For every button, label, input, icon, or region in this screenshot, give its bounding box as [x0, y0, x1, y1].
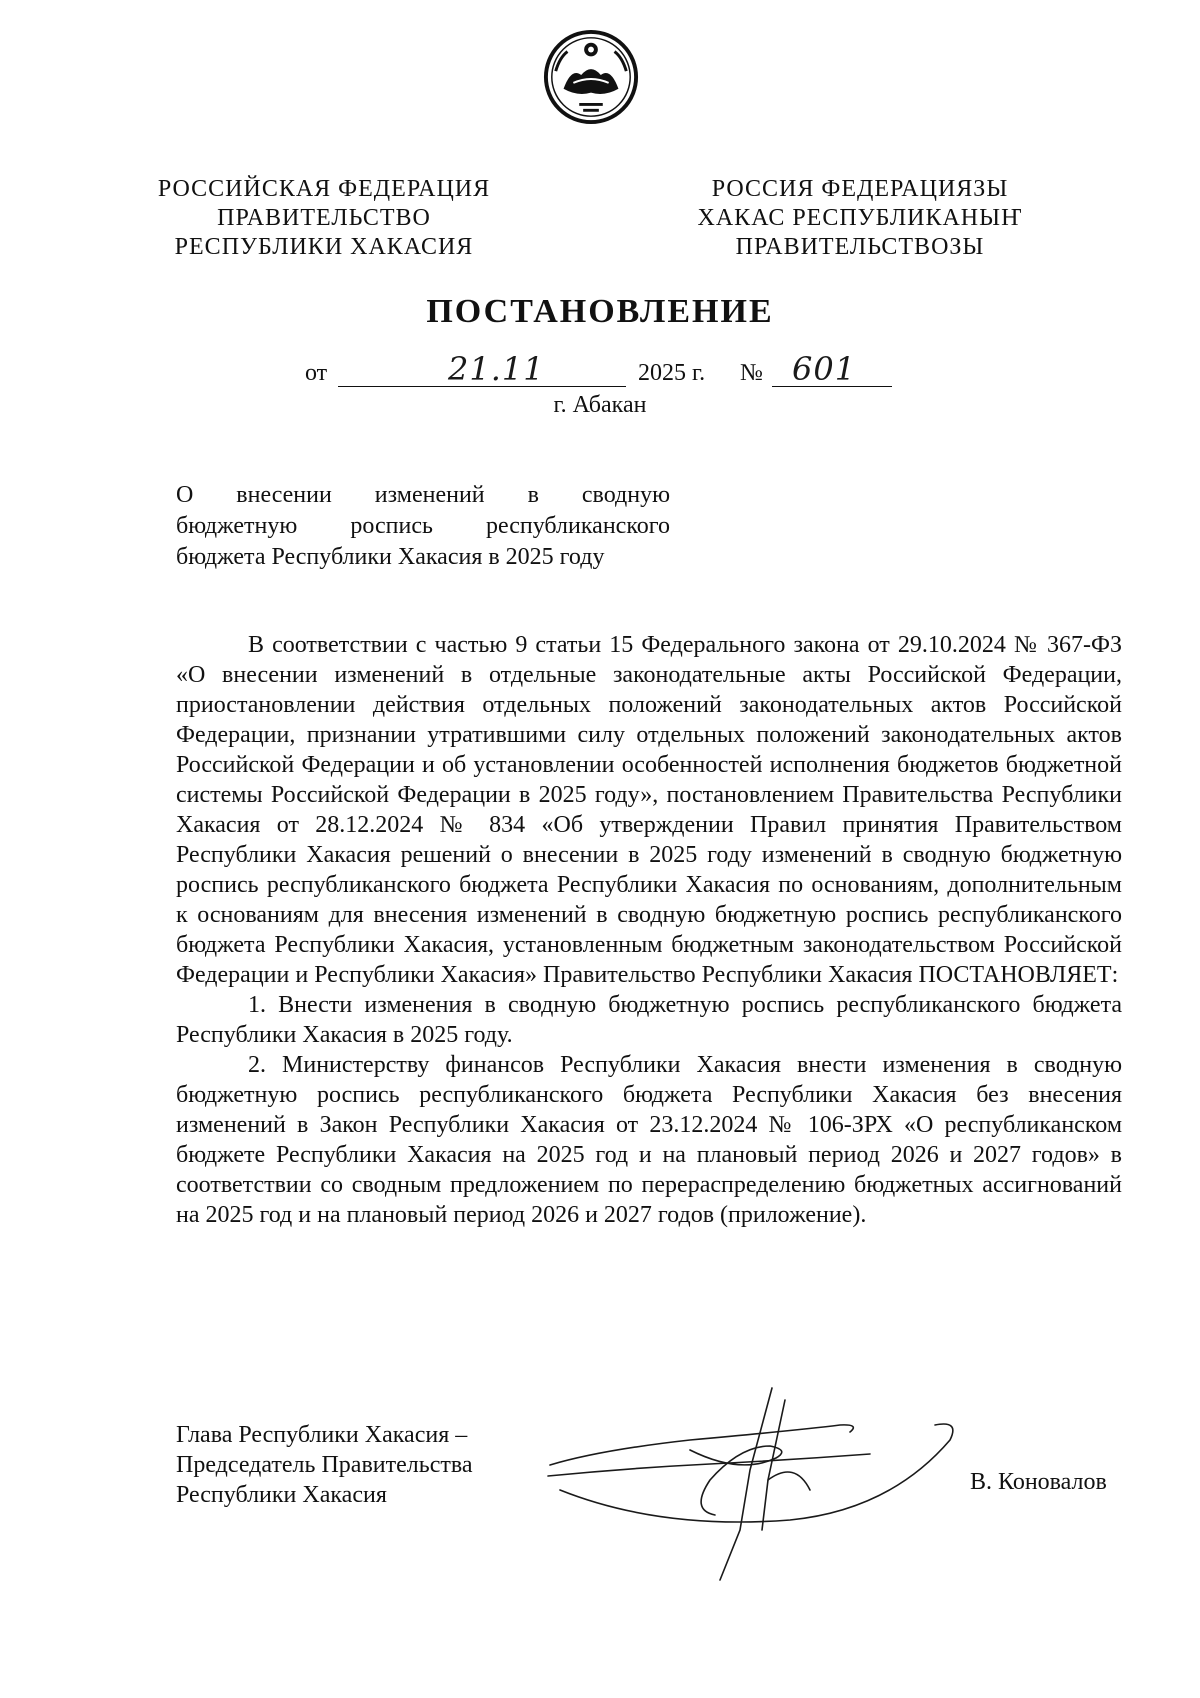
subject-line-2: бюджетную роспись республиканского	[176, 513, 670, 539]
document-body	[176, 630, 1122, 1230]
coat-of-arms-icon	[542, 28, 640, 126]
signatory-position-line-3: Республики Хакасия	[176, 1482, 387, 1508]
subject-line-1: О внесении изменений в сводную	[176, 482, 670, 508]
header-khakas	[690, 175, 1030, 262]
signatory-position-line-1: Глава Республики Хакасия –	[176, 1422, 468, 1448]
body-paragraph-preamble: В соответствии с частью 9 статьи 15 Федерального закона от 29.10.2024 № 367-ФЗ «О внесении изменений в отдельные законодательные акты Российской Федерации, приостановлении действия отдельных положений законодательных актов Российской Федерации, признании утратившими силу отдельных положений законодательных актов Российской Федерации и об установлении особенностей исполнения бюджетов бюджетной системы Российской Федерации в 2025 году», постановлением Правительства Республики Хакасия от 28.12.2024 № 834 «Об утверждении Правил принятия Правительством Республики Хакасия решений о внесении в 2025 году изменений в сводную бюджетную роспись республиканского бюджета Республики Хакасия по основаниям, дополнительным к основаниям для внесения изменений в сводную бюджетную роспись республиканского бюджета Республики Хакасия, установленным бюджетным законодательством Российской Федерации и Республики Хакасия» Правительство Республики Хакасия ПОСТАНОВЛЯЕТ:	[176, 632, 1122, 988]
signatory-position	[176, 1420, 473, 1510]
date-year: 2025 г.	[638, 360, 706, 386]
subject-line-3: бюджета Республики Хакасия в 2025 году	[176, 544, 605, 570]
header-right-line-1: РОССИЯ ФЕДЕРАЦИЯЗЫ	[711, 176, 1009, 202]
number-label: №	[740, 360, 763, 386]
header-right-line-3: ПРАВИТЕЛЬСТВОЗЫ	[735, 234, 985, 260]
header-left-line-1: РОССИЙСКАЯ ФЕДЕРАЦИЯ	[157, 176, 491, 202]
header-russian	[150, 175, 498, 262]
city: г. Абакан	[553, 392, 647, 418]
document-title: ПОСТАНОВЛЕНИЕ	[426, 293, 774, 330]
header-left-line-2: ПРАВИТЕЛЬСТВО	[217, 205, 431, 231]
signatory-position-line-2: Председатель Правительства	[176, 1452, 473, 1478]
body-paragraph-item-2: 2. Министерству финансов Республики Хакасия внести изменения в сводную бюджетную роспись республиканского бюджета Республики Хакасия без внесения изменений в Закон Республики Хакасия от 23.12.2024 № 106-ЗРХ «О республиканском бюджете Республики Хакасия на 2025 год и на плановый период 2026 и 2027 годов» в соответствии со сводным предложением по перераспределению бюджетных ассигнований на 2025 год и на плановый период 2026 и 2027 годов (приложение).	[176, 1052, 1122, 1228]
body-paragraph-item-1: 1. Внести изменения в сводную бюджетную роспись республиканского бюджета Республики Хакасия в 2025 году.	[176, 992, 1122, 1048]
signatory-name: В. Коновалов	[970, 1469, 1107, 1495]
date-handwritten: 21.11	[448, 350, 545, 388]
header-left-line-3: РЕСПУБЛИКИ ХАКАСИЯ	[174, 234, 474, 260]
header-right-line-2: ХАКАС РЕСПУБЛИКАНЫҤ	[697, 205, 1023, 231]
subject	[176, 480, 670, 573]
date-from-label: от	[305, 360, 328, 386]
number-handwritten: 601	[792, 350, 857, 388]
handwritten-signature	[540, 1380, 980, 1590]
